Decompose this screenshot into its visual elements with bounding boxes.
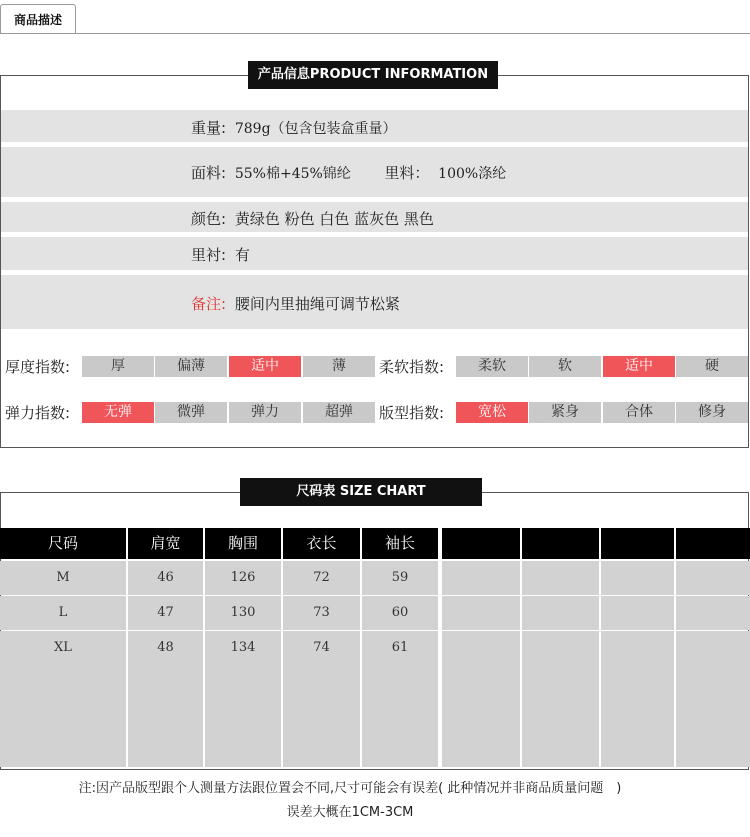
fabric-value: 55%棉+45%锦纶 — [234, 166, 351, 182]
table-cell — [601, 733, 674, 767]
table-cell — [601, 631, 674, 665]
table-cell — [362, 665, 438, 699]
table-cell: 59 — [362, 561, 438, 595]
thickness-option: 薄 — [303, 356, 375, 377]
header-cell — [522, 528, 599, 559]
header-cell: 袖长 — [362, 528, 438, 559]
table-cell: 74 — [283, 631, 360, 665]
header-cell: 尺码 — [0, 528, 126, 559]
table-cell: 126 — [205, 561, 281, 595]
fit-label: 版型指数: — [379, 404, 445, 422]
table-cell: 134 — [205, 631, 281, 665]
header-cell — [601, 528, 674, 559]
fabric-label: 面料: — [191, 164, 227, 182]
thickness-option-selected: 适中 — [229, 356, 301, 377]
table-cell-size: L — [0, 596, 126, 630]
table-cell — [601, 699, 674, 733]
table-cell — [442, 596, 520, 630]
fit-option-selected: 宽松 — [456, 402, 528, 423]
header-cell: 胸围 — [205, 528, 281, 559]
table-row — [0, 699, 750, 733]
table-cell-size — [0, 665, 126, 699]
header-cell — [442, 528, 520, 559]
rating-row-elasticity-fit — [0, 401, 749, 425]
weight-label: 重量: — [191, 119, 227, 137]
tab-product-description[interactable]: 商品描述 — [0, 4, 76, 33]
table-cell — [442, 665, 520, 699]
table-cell — [362, 733, 438, 767]
remark-value: 腰间内里抽绳可调节松紧 — [234, 295, 400, 313]
fit-option: 紧身 — [529, 402, 601, 423]
spec-row-inner — [1, 237, 748, 270]
table-cell-size — [0, 733, 126, 767]
table-cell — [283, 665, 360, 699]
softness-option-selected: 适中 — [603, 356, 675, 377]
tab-divider — [0, 33, 750, 34]
table-cell — [283, 733, 360, 767]
table-row — [0, 596, 750, 630]
spec-row-colors — [1, 202, 748, 232]
table-cell: 130 — [205, 596, 281, 630]
softness-option: 柔软 — [456, 356, 528, 377]
remark-label: 备注: — [191, 295, 227, 313]
spec-row-weight — [1, 110, 748, 142]
softness-option: 软 — [529, 356, 601, 377]
size-tolerance-note: 误差大概在1CM-3CM — [286, 805, 414, 820]
thickness-option: 偏薄 — [155, 356, 227, 377]
table-cell: 47 — [128, 596, 203, 630]
table-cell — [205, 699, 281, 733]
softness-option: 硬 — [676, 356, 748, 377]
table-cell — [522, 596, 599, 630]
size-chart-title: 尺码表 SIZE CHART — [240, 478, 482, 506]
spec-row-fabric — [1, 147, 748, 197]
table-cell — [676, 665, 750, 699]
elasticity-option-selected: 无弹 — [82, 402, 154, 423]
table-cell — [601, 596, 674, 630]
rating-row-thickness-softness — [0, 355, 749, 379]
table-cell — [128, 733, 203, 767]
table-cell — [442, 733, 520, 767]
table-cell — [128, 665, 203, 699]
elasticity-option: 弹力 — [229, 402, 301, 423]
table-cell — [601, 665, 674, 699]
table-cell — [205, 665, 281, 699]
elasticity-label: 弹力指数: — [5, 404, 71, 422]
product-info-title: 产品信息PRODUCT INFORMATION — [248, 61, 498, 89]
table-cell — [676, 733, 750, 767]
weight-value: 789g（包含包装盒重量） — [234, 121, 397, 137]
thickness-label: 厚度指数: — [5, 358, 71, 376]
table-cell: 73 — [283, 596, 360, 630]
table-cell — [522, 561, 599, 595]
fit-option: 修身 — [676, 402, 748, 423]
table-cell — [522, 733, 599, 767]
table-row — [0, 631, 750, 665]
colors-label: 颜色: — [191, 210, 227, 228]
table-cell-size: M — [0, 561, 126, 595]
table-cell-size — [0, 699, 126, 733]
header-cell: 衣长 — [283, 528, 360, 559]
table-cell: 48 — [128, 631, 203, 665]
table-row — [0, 665, 750, 699]
table-cell — [676, 631, 750, 665]
table-cell — [205, 733, 281, 767]
table-cell — [601, 561, 674, 595]
inner-value: 有 — [234, 246, 250, 264]
header-cell — [676, 528, 750, 559]
header-cell: 肩宽 — [128, 528, 203, 559]
thickness-option: 厚 — [82, 356, 154, 377]
table-row — [0, 733, 750, 767]
elasticity-option: 超弹 — [303, 402, 375, 423]
table-cell: 72 — [283, 561, 360, 595]
size-note: 注:因产品版型跟个人测量方法跟位置会不同,尺寸可能会有误差( 此种情况并非商品质量问题 ) — [78, 781, 622, 796]
fit-option: 合体 — [603, 402, 675, 423]
table-cell-size: XL — [0, 631, 126, 665]
table-cell — [522, 699, 599, 733]
table-cell — [442, 631, 520, 665]
table-row — [0, 561, 750, 595]
elasticity-option: 微弹 — [155, 402, 227, 423]
table-cell — [128, 699, 203, 733]
softness-label: 柔软指数: — [379, 358, 445, 376]
table-cell: 60 — [362, 596, 438, 630]
table-cell — [442, 699, 520, 733]
table-cell — [522, 631, 599, 665]
lining-label: 里料： — [384, 164, 430, 182]
lining-value: 100%涤纶 — [438, 166, 507, 182]
inner-label: 里衬: — [191, 246, 227, 264]
table-cell: 46 — [128, 561, 203, 595]
table-cell — [676, 561, 750, 595]
colors-value: 黄绿色 粉色 白色 蓝灰色 黑色 — [234, 210, 434, 228]
table-cell — [362, 699, 438, 733]
spec-row-remark — [1, 275, 748, 329]
size-table-header — [0, 528, 750, 559]
table-cell — [522, 665, 599, 699]
table-cell — [676, 596, 750, 630]
table-cell — [442, 561, 520, 595]
table-cell — [676, 699, 750, 733]
table-cell — [283, 699, 360, 733]
table-cell: 61 — [362, 631, 438, 665]
